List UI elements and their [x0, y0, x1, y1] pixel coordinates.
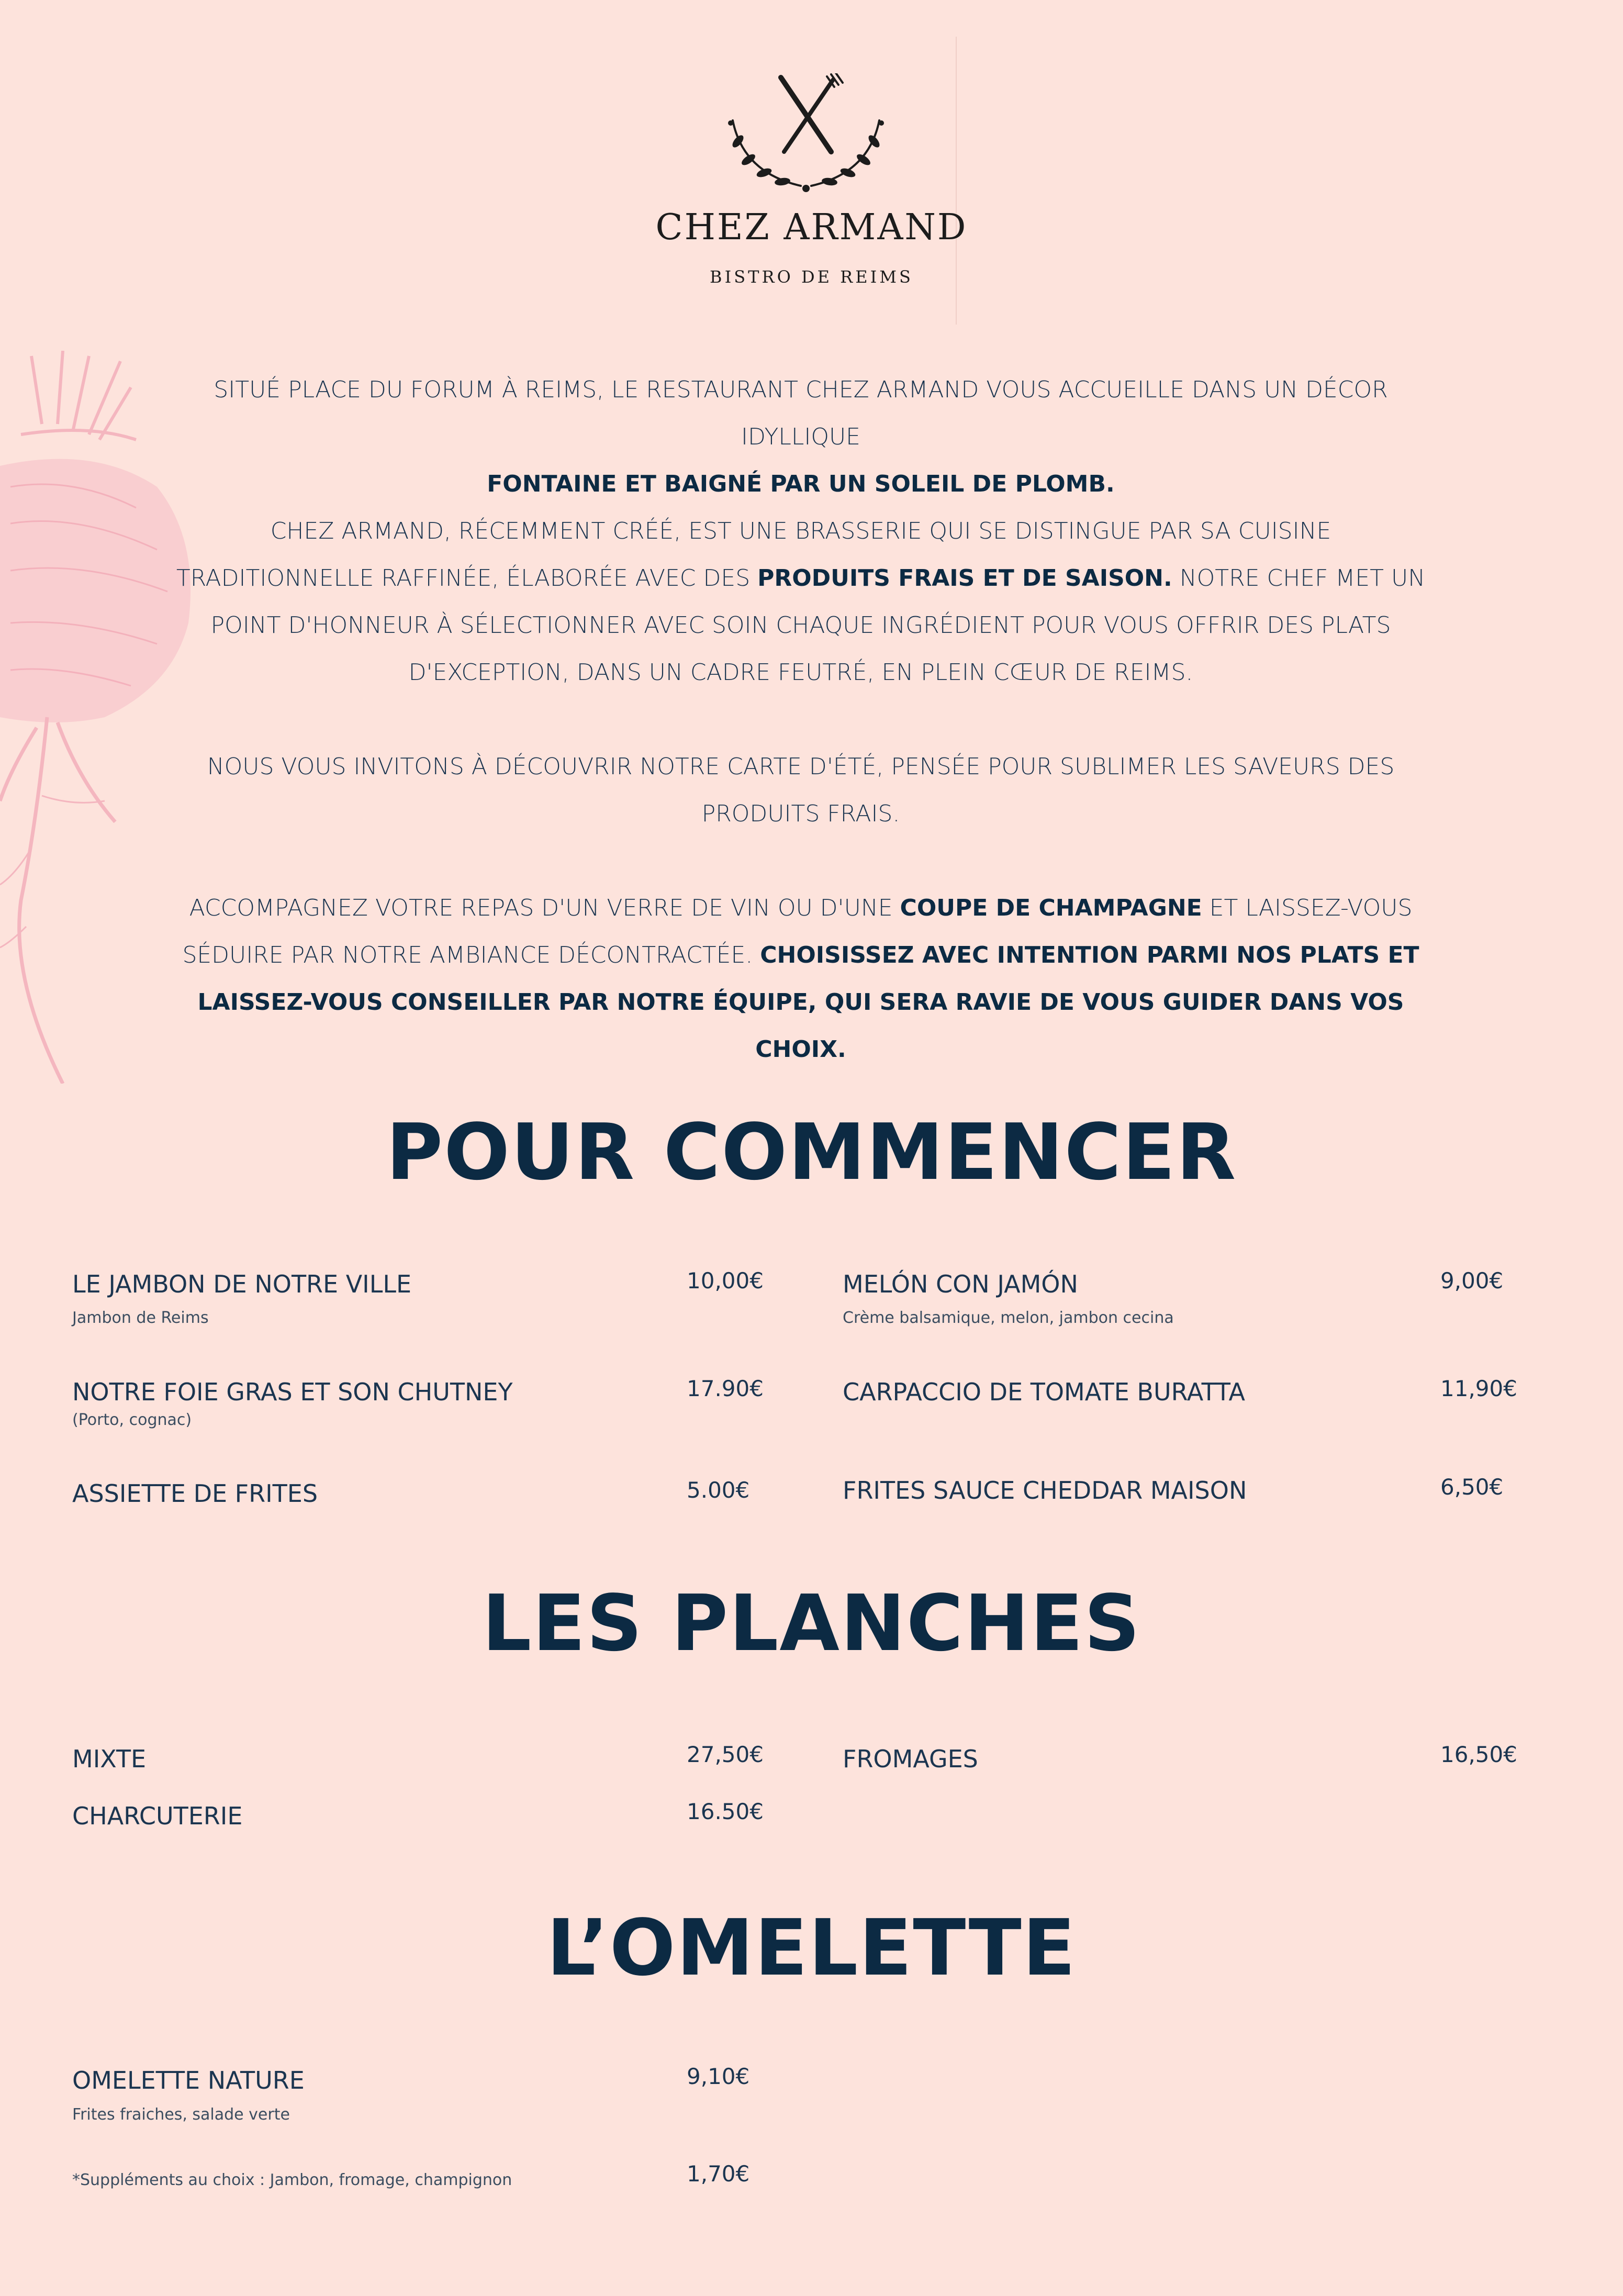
menu-item-desc: Jambon de Reims	[72, 1309, 209, 1327]
section-title-les-planches: LES PLANCHES	[482, 1578, 1141, 1668]
menu-item-name: MIXTE	[72, 1745, 147, 1773]
menu-item-price: 9,10€	[687, 2064, 750, 2089]
menu-item-desc: Crème balsamique, melon, jambon cecina	[843, 1309, 1174, 1327]
menu-item-price: 9,00€	[1440, 1268, 1504, 1294]
menu-item-price: 11,90€	[1440, 1376, 1517, 1401]
menu-item-name: NOTRE FOIE GRAS ET SON CHUTNEY	[72, 1378, 513, 1406]
radish-illustration	[0, 351, 199, 1084]
menu-item-price: 5.00€	[687, 1477, 750, 1503]
menu-item-name: FRITES SAUCE CHEDDAR MAISON	[843, 1476, 1247, 1504]
intro-bold-text: CHOISISSEZ AVEC INTENTION PARMI NOS PLATS ET LAISSEZ-VOUS CONSEILLER PAR NOTRE ÉQUIPE, QUI SERA RAVIE DE VOUS GUIDER DANS VOS CHOIX.	[197, 942, 1419, 1063]
brand-subtitle: BISTRO DE REIMS	[710, 267, 913, 287]
menu-item-desc: Frites fraiches, salade verte	[72, 2105, 290, 2124]
intro-paragraph-2	[173, 508, 1429, 696]
menu-item-price: 27,50€	[687, 1742, 764, 1767]
menu-item-name: CHARCUTERIE	[72, 1802, 243, 1830]
intro-bold-text: COUPE DE CHAMPAGNE	[900, 895, 1202, 921]
intro-text: NOUS VOUS INVITONS À DÉCOUVRIR NOTRE CARTE D'ÉTÉ, PENSÉE POUR SUBLIMER LES SAVEURS DES PRODUITS FRAIS.	[207, 753, 1395, 827]
intro-text: ACCOMPAGNEZ VOTRE REPAS D'UN VERRE DE VIN OU D'UNE	[189, 895, 900, 921]
menu-item-name: CARPACCIO DE TOMATE BURATTA	[843, 1378, 1245, 1406]
intro-text: ET LAISSEZ-VOUS SÉDUIRE PAR NOTRE AMBIANCE DÉCONTRACTÉE.	[182, 895, 1413, 968]
intro-bold-text: PRODUITS FRAIS ET DE SAISON.	[757, 565, 1172, 592]
intro-paragraph-1	[173, 366, 1429, 508]
menu-item-name: LE JAMBON DE NOTRE VILLE	[72, 1270, 412, 1298]
menu-item-name: FROMAGES	[843, 1745, 978, 1773]
crossed-knife-fork-laurel-icon	[722, 73, 890, 199]
intro-text: NOTRE CHEF MET UN POINT D'HONNEUR À SÉLECTIONNER AVEC SOIN CHAQUE INGRÉDIENT POUR VOUS OFFRIR DES PLATS D'EXCEPTION, DANS UN CADRE FEUTRÉ, EN PLEIN CŒUR DE REIMS.	[210, 565, 1426, 686]
section-title-omelette: L’OMELETTE	[546, 1903, 1077, 1993]
menu-item-desc: (Porto, cognac)	[72, 1411, 192, 1429]
intro-paragraph-3	[173, 743, 1429, 838]
intro-bold-text: FONTAINE ET BAIGNÉ PAR UN SOLEIL DE PLOMB.	[487, 471, 1115, 497]
menu-item-name: ASSIETTE DE FRITES	[72, 1479, 318, 1508]
menu-item-name: MELÓN CON JAMÓN	[843, 1270, 1078, 1298]
menu-item-name: OMELETTE NATURE	[72, 2066, 305, 2094]
menu-item-price: 6,50€	[1440, 1474, 1504, 1500]
supplement-price: 1,70€	[687, 2161, 750, 2187]
intro-text: CHEZ ARMAND, RÉCEMMENT CRÉÉ, EST UNE BRASSERIE QUI SE DISTINGUE PAR SA CUISINE TRADITIONNELLE RAFFINÉE, ÉLABORÉE AVEC DES	[176, 518, 1331, 592]
brand-name: CHEZ ARMAND	[655, 207, 968, 248]
menu-item-price: 16,50€	[1440, 1742, 1517, 1767]
section-title-pour-commencer: POUR COMMENCER	[386, 1107, 1237, 1197]
intro-paragraph-4	[173, 885, 1429, 1073]
supplement-note: *Suppléments au choix : Jambon, fromage, champignon	[72, 2171, 512, 2189]
intro-text: SITUÉ PLACE DU FORUM À REIMS, LE RESTAURANT CHEZ ARMAND VOUS ACCUEILLE DANS UN DÉCOR IDYLLIQUE	[214, 376, 1388, 450]
menu-item-price: 16.50€	[687, 1799, 764, 1824]
menu-item-price: 10,00€	[687, 1268, 764, 1294]
menu-item-price: 17.90€	[687, 1376, 764, 1401]
